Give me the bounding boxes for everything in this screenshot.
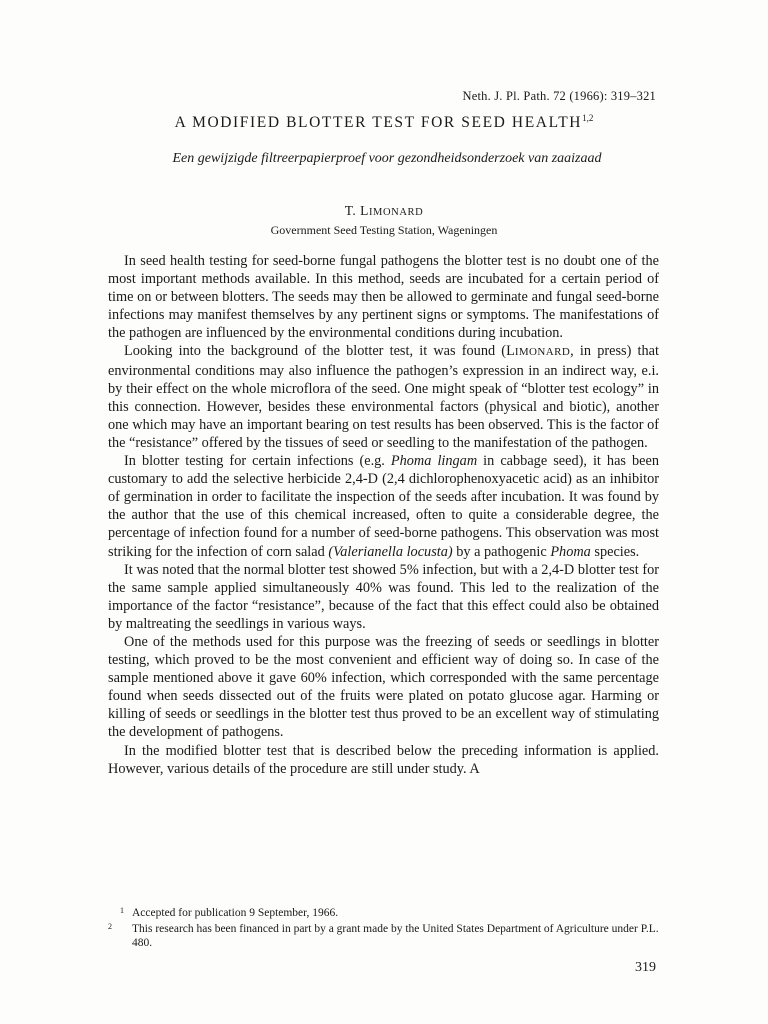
journal-reference: Neth. J. Pl. Path. 72 (1966): 319–321 (462, 89, 656, 103)
article-title (0, 113, 768, 132)
article-body (108, 252, 659, 778)
footnote-2-text: This research has been financed in part by a grant made by the United States Department of Agriculture under P.L. 480. (132, 923, 659, 949)
footnote-1 (120, 904, 660, 920)
paragraph-4: It was noted that the normal blotter test showed 5% infection, but with a 2,4-D blotter test for the same sample applied simultaneously 40% was found. This led to the realization of the importance of the factor “resistance”, because of the fact that this effect could also be obtained by maltreating the seedlings in various ways. (108, 561, 659, 632)
paragraph-3-italic-phoma-lingam: Phoma lingam (390, 453, 478, 470)
paragraph-6: In the modified blotter test that is described below the preceding information is applied. However, various details of the procedure are still under study. A (108, 742, 659, 777)
paragraph-5: One of the methods used for this purpose was the freezing of seeds or seedlings in blotter testing, which proved to be the most convenient and efficient way of doing so. In case of the sample mentioned above it gave 60% infection, which corresponded with the same percentage found when seeds dissected out of the fruits were plated on potato glucose agar. Harming or killing of seeds or seedlings in the blotter test thus proved to be an excellent way of stimulating the development of pathogens. (108, 633, 659, 741)
footnote-1-mark: 1 (120, 906, 124, 915)
author-initial: T. L (344, 203, 369, 218)
paragraph-3-part-a: In blotter testing for certain infections (e.g. (124, 453, 391, 470)
paragraph-3-part-c: by a pathogenic (452, 543, 551, 560)
paragraph-3-part-b: in cabbage seed), it has been customary to add the selective herbicide 2,4-D (2,4 dichlorophenoxyacetic acid) as an inhibitor of germination in order to facilitate the inspection of the seeds after incubation. It was found by the author that the use of this chemical increased, often to quite a considerable degree, the percentage of infection found for a number of seed-borne pathogens. This observation was most striking for the infection of corn salad (108, 453, 660, 560)
footnote-2 (108, 920, 660, 950)
page-number: 319 (635, 960, 656, 975)
author-affiliation: Government Seed Testing Station, Wageningen (270, 223, 498, 237)
author-surname-smallcaps: IMONARD (368, 207, 424, 218)
paragraph-3 (108, 452, 659, 561)
footnote-2-mark: 2 (108, 922, 112, 931)
title-footnote-marks: 1,2 (582, 113, 594, 123)
paragraph-3-italic-phoma: Phoma (550, 543, 591, 560)
paragraph-1: In seed health testing for seed-borne fungal pathogens the blotter test is no doubt one of the most important methods available. In this method, seeds are incubated for a certain period of time on or between blotters. The seeds may then be allowed to germinate and fungal seed-borne infections may manifest themselves by any pertinent signs or symptoms. The manifestations of the pathogen are influenced by the environmental conditions during incubation. (108, 253, 659, 342)
footnotes (108, 904, 660, 950)
paragraph-3-part-d: species. (590, 543, 640, 560)
article-title-text: A MODIFIED BLOTTER TEST FOR SEED HEALTH (174, 114, 583, 132)
paragraph-2-part-b: , in press) that environmental conditions may also influence the pathogen’s expression in an indirect way, e.i. by their effect on the whole microflora of the seed. One might speak of “blotter test ecology” in this connection. However, besides these environmental factors (physical and biotic), another one which may have an important bearing on test results has been observed. This is the factor of the “resistance” offered by the tissues of seed or seedling to the manifestation of the pathogen. (108, 343, 659, 451)
paragraph-2 (108, 342, 659, 452)
footnote-1-text: Accepted for publication 9 September, 1966. (132, 907, 339, 919)
paragraph-2-part-a: Looking into the background of the blotter test, it was found (L (124, 343, 515, 360)
author-name (0, 203, 768, 219)
paragraph-2-citation-smallcaps: IMONARD (514, 346, 571, 359)
paragraph-3-italic-valerianella: (Valerianella locusta) (328, 543, 453, 560)
article-subtitle: Een gewijzigde filtreerpapierproef voor gezondheidsonderzoek van zaaizaad (172, 151, 602, 166)
